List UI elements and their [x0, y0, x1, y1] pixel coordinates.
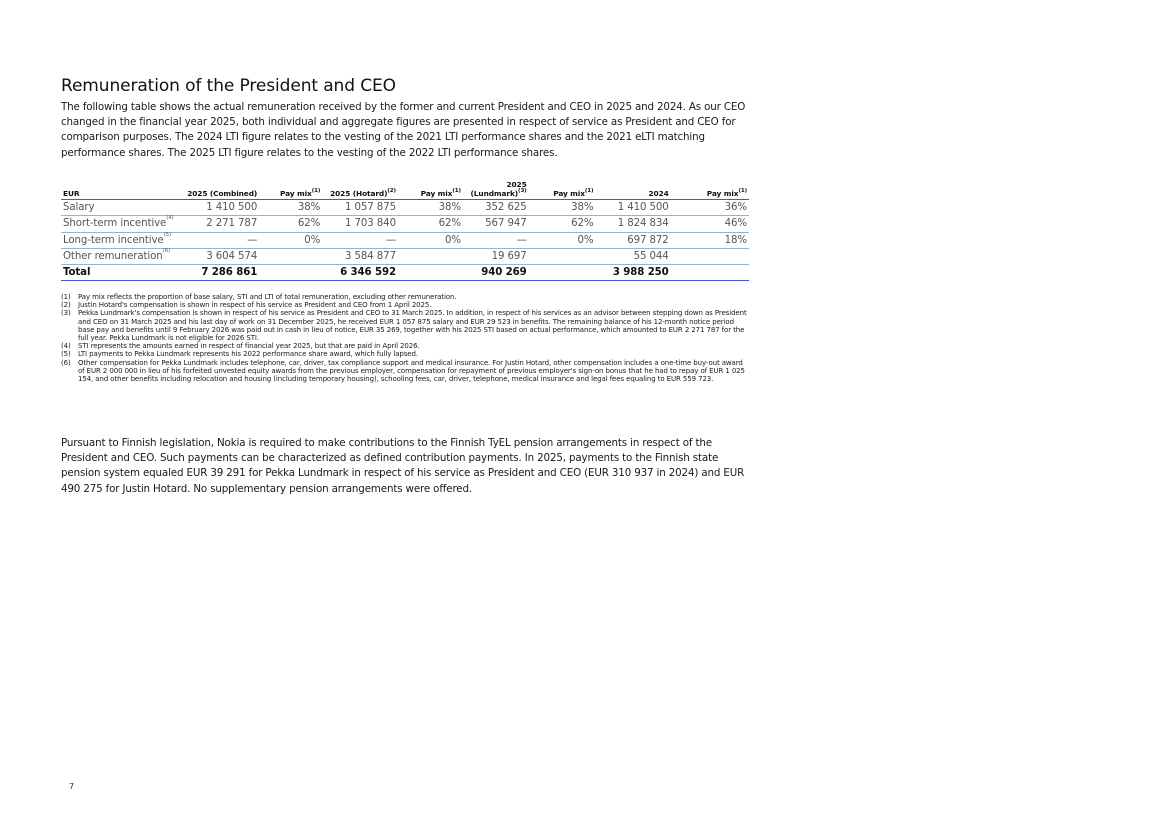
- cell-pay-mix-4: 46%: [724, 218, 747, 230]
- header-2025-lundmark: 2025 (Lundmark)$^{(3)}$: [470, 180, 527, 198]
- cell-lundmark: 567 947: [485, 218, 527, 230]
- total-pay-mix-3: [529, 265, 596, 281]
- table-row: [61, 232, 749, 248]
- cell-pay-mix-2: [398, 248, 463, 264]
- cell-2024: 697 872: [627, 234, 669, 246]
- footnote-text: Pekka Lundmark's compensation is shown in respect of his service as President and CEO to 31 March 2025. In addition, in respect of his services as an advisor between stepping down as President and CEO on 31 March 2025 and his last day of work on 31 December 2025, he received EUR 1 057 875 salary and EUR 29 523 in benefits. The remaining balance of his 12-month notice period base pay and benefits until 9 February 2026 was paid out in cash in lieu of notice, EUR 35 269, together with his 2025 STI based on actual performance, which amounted to EUR 2 271 787 for the full year. Pekka Lundmark is not eligible for 2026 STI.: [78, 309, 747, 343]
- footnote-text: Pay mix reflects the proportion of base salary, STI and LTI of total remuneration, excluding other remuneration.: [78, 293, 457, 301]
- row-label: Short-term incentive$^{(4)}$: [63, 215, 174, 230]
- header-pay-mix-4: Pay mix$^{(1)}$: [706, 188, 747, 198]
- row-label: Salary: [63, 202, 95, 214]
- page-number: 7: [69, 782, 75, 791]
- table-row: [61, 248, 749, 264]
- remuneration-table: [61, 180, 749, 281]
- cell-pay-mix-4: 36%: [724, 202, 747, 214]
- header-2024: 2024: [648, 189, 669, 198]
- total-2024: 3 988 250: [612, 267, 669, 279]
- cell-lundmark: 352 625: [485, 202, 527, 214]
- row-label: Other remuneration$^{(6)}$: [63, 248, 171, 263]
- header-2025-combined: 2025 (Combined): [187, 189, 258, 198]
- footnote-item: [61, 293, 751, 301]
- footnote-number: (4): [61, 342, 71, 351]
- table-header-row: [61, 180, 749, 200]
- cell-pay-mix-3: 62%: [571, 218, 594, 230]
- total-hotard: 6 346 592: [340, 267, 396, 279]
- footnote-text: Justin Hotard's compensation is shown in respect of his service as President and CEO from 1 April 2025.: [78, 301, 432, 310]
- cell-pay-mix-1: 0%: [304, 234, 321, 246]
- table-total-row: [61, 265, 749, 281]
- footnote-text: Other compensation for Pekka Lundmark includes telephone, car, driver, tax compliance support and medical insurance. For Justin Hotard, other compensation includes a one-time buy-out award of EUR 2 000 000 in lieu of his forfeited unvested equity awards from the previous employer, compensation for repayment of previous employer's sign-on bonus that he had to repay of EUR 1 025 154, and other benefits including relocation and housing (including temporary housing), schooling fees, car, driver, telephone, medical insurance and legal fees equaling to EUR 559 723.: [78, 358, 745, 384]
- cell-2024: 55 044: [633, 251, 669, 263]
- footnote-number: (5): [61, 350, 71, 359]
- cell-hotard: 1 057 875: [345, 202, 396, 214]
- row-label: Long-term incentive$^{(5)}$: [63, 231, 172, 246]
- header-eur: EUR: [63, 189, 80, 198]
- cell-lundmark: —: [516, 234, 527, 246]
- cell-pay-mix-3: [529, 248, 596, 264]
- footnote-item: [61, 359, 751, 384]
- cell-hotard: 3 584 877: [345, 251, 396, 263]
- cell-combined: 1 410 500: [206, 202, 258, 214]
- cell-combined: 2 271 787: [206, 218, 258, 230]
- footnote-item: [61, 350, 751, 358]
- footnote-item: [61, 301, 751, 309]
- cell-combined: —: [247, 234, 258, 246]
- cell-pay-mix-2: 0%: [444, 234, 461, 246]
- total-pay-mix-1: [259, 265, 322, 281]
- footnotes: [61, 293, 751, 383]
- footnote-item: [61, 342, 751, 350]
- cell-pay-mix-2: 62%: [438, 218, 461, 230]
- section-title: Remuneration of the President and CEO: [61, 76, 396, 96]
- total-lundmark: 940 269: [481, 267, 527, 279]
- header-pay-mix-2: Pay mix$^{(1)}$: [420, 188, 461, 198]
- header-pay-mix-1: Pay mix$^{(1)}$: [280, 188, 321, 198]
- cell-hotard: 1 703 840: [345, 218, 396, 230]
- footnote-number: (1): [61, 293, 71, 301]
- pension-paragraph: Pursuant to Finnish legislation, Nokia is required to make contributions to the Finnish TyEL pension arrangements in respect of the President and CEO. Such payments can be characterized as defined contribution payments. In 2025, payments to the Finnish state pension system equaled EUR 39 291 for Pekka Lundmark in respect of his service as President and CEO (EUR 310 937 in 2024) and EUR 490 275 for Justin Hotard. No supplementary pension arrangements were offered.: [61, 437, 745, 495]
- total-pay-mix-2: [398, 265, 463, 281]
- cell-lundmark: 19 697: [491, 251, 527, 263]
- cell-pay-mix-3: 38%: [571, 202, 594, 214]
- table-row: [61, 216, 749, 232]
- header-pay-mix-3: Pay mix$^{(1)}$: [553, 188, 594, 198]
- total-combined: 7 286 861: [201, 267, 258, 279]
- total-pay-mix-4: [671, 265, 749, 281]
- cell-pay-mix-2: 38%: [438, 202, 461, 214]
- cell-2024: 1 824 834: [617, 218, 669, 230]
- cell-pay-mix-4: [671, 248, 749, 264]
- cell-hotard: —: [385, 234, 396, 246]
- footnote-number: (3): [61, 309, 71, 318]
- total-label: Total: [63, 267, 91, 279]
- cell-combined: 3 604 574: [206, 251, 258, 263]
- footnote-number: (2): [61, 301, 71, 310]
- header-2025-hotard: 2025 (Hotard)$^{(2)}$: [330, 188, 396, 198]
- cell-pay-mix-4: 18%: [724, 234, 747, 246]
- cell-2024: 1 410 500: [617, 202, 669, 214]
- table-row: [61, 200, 749, 216]
- footnote-text: LTI payments to Pekka Lundmark represents his 2022 performance share award, which fully lapsed.: [78, 350, 418, 359]
- cell-pay-mix-1: 62%: [297, 218, 321, 230]
- cell-pay-mix-1: [259, 248, 322, 264]
- cell-pay-mix-1: 38%: [297, 202, 321, 214]
- intro-paragraph: The following table shows the actual remuneration received by the former and current President and CEO in 2025 and 2024. As our CEO changed in the financial year 2025, both individual and aggregate figures are presented in respect of service as President and CEO for comparison purposes. The 2024 LTI figure relates to the vesting of the 2021 LTI performance shares and the 2021 eLTI matching performance shares. The 2025 LTI figure relates to the vesting of the 2022 LTI performance shares.: [61, 101, 746, 159]
- cell-pay-mix-3: 0%: [577, 234, 594, 246]
- footnote-text: STI represents the amounts earned in respect of financial year 2025, but that are paid in April 2026.: [78, 342, 420, 351]
- footnote-number: (6): [61, 358, 71, 367]
- footnote-item: [61, 309, 751, 342]
